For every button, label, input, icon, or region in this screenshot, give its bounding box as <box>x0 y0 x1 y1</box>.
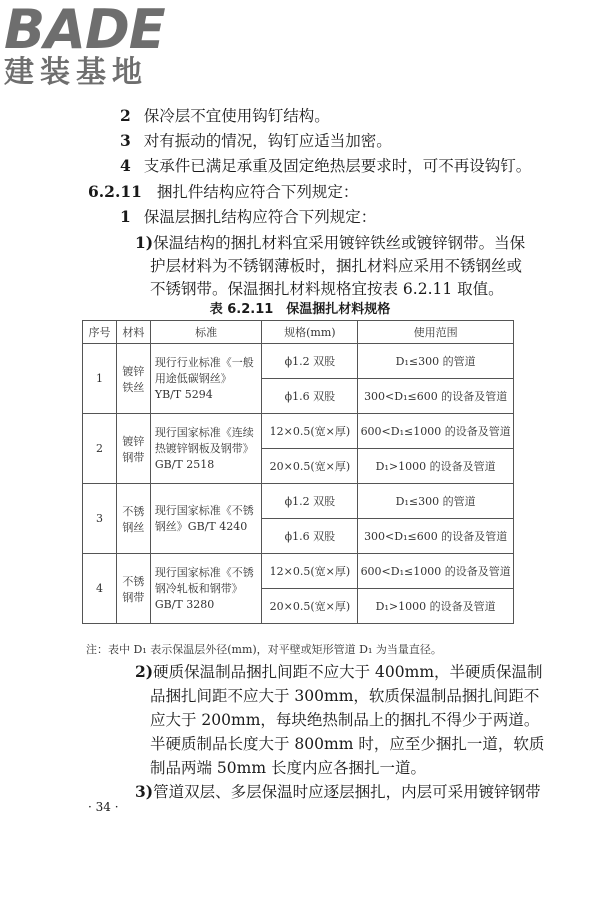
row-number: 3 <box>83 484 117 554</box>
table-row <box>83 554 514 589</box>
subitem-1-line: 1)保温结构的捆扎材料宜采用镀锌铁丝或镀锌钢带。当保 <box>135 233 526 252</box>
spec-cell: 12×0.5(宽×厚) <box>262 414 358 449</box>
standard-cell: 现行国家标准《不锈钢丝》GB/T 4240 <box>150 484 262 554</box>
spec-cell: ϕ1.6 双股 <box>262 519 358 554</box>
range-cell: D₁≤300 的管道 <box>358 484 514 519</box>
subitem-1-line: 护层材料为不锈钢薄板时，捆扎材料应采用不锈钢丝或 <box>150 257 523 275</box>
binding-material-table <box>82 320 514 624</box>
list-item: 1 保温层捆扎结构应符合下列规定： <box>120 207 377 226</box>
table-caption: 表 6.2.11 保温捆扎材料规格 <box>209 302 391 317</box>
header-cell: 序号 <box>83 321 117 344</box>
spec-cell: 12×0.5(宽×厚) <box>262 554 358 589</box>
standard-cell: 现行国家标准《不锈钢冷轧板和钢带》GB/T 3280 <box>150 554 262 624</box>
table-note: 注：表中 D₁ 表示保温层外径(mm)，对平壁或矩形管道 D₁ 为当量直径。 <box>86 643 442 656</box>
subitem-3-line: 3)管道双层、多层保温时应逐层捆扎，内层可采用镀锌钢带 <box>135 782 541 801</box>
table-header-row <box>83 321 514 344</box>
spec-cell: 20×0.5(宽×厚) <box>262 589 358 624</box>
subitem-2-line: 制品两端 50mm 长度内应各捆扎一道。 <box>150 759 426 777</box>
list-item: 2 保冷层不宜使用钩钉结构。 <box>120 106 330 125</box>
bade-logo <box>4 2 184 90</box>
subitem-2-line: 半硬质制品长度大于 800mm 时，应至少捆扎一道，软质 <box>150 735 545 753</box>
header-cell: 标准 <box>150 321 262 344</box>
table-row <box>83 414 514 449</box>
range-cell: 600<D₁≤1000 的设备及管道 <box>358 554 514 589</box>
range-cell: D₁>1000 的设备及管道 <box>358 589 514 624</box>
row-number: 2 <box>83 414 117 484</box>
page-number: · 34 · <box>88 800 119 814</box>
range-cell: D₁>1000 的设备及管道 <box>358 449 514 484</box>
logo-wordmark: BADE <box>4 0 165 61</box>
subitem-2-line: 2)硬质保温制品捆扎间距不应大于 400mm，半硬质保温制 <box>135 662 543 681</box>
header-cell: 使用范围 <box>358 321 514 344</box>
material-cell: 不锈钢带 <box>116 554 150 624</box>
spec-cell: 20×0.5(宽×厚) <box>262 449 358 484</box>
spec-cell: ϕ1.6 双股 <box>262 379 358 414</box>
standard-cell: 现行行业标准《一般用途低碳钢丝》YB/T 5294 <box>150 344 262 414</box>
material-cell: 镀锌钢带 <box>116 414 150 484</box>
logo-chinese-text: 建装基地 <box>4 55 148 90</box>
table-row <box>83 344 514 379</box>
spec-cell: ϕ1.2 双股 <box>262 484 358 519</box>
material-cell: 镀锌铁丝 <box>116 344 150 414</box>
spec-cell: ϕ1.2 双股 <box>262 344 358 379</box>
range-cell: D₁≤300 的管道 <box>358 344 514 379</box>
range-cell: 600<D₁≤1000 的设备及管道 <box>358 414 514 449</box>
table-row <box>83 484 514 519</box>
header-cell: 规格(mm) <box>262 321 358 344</box>
list-item: 3 对有振动的情况，钩钉应适当加密。 <box>120 131 392 150</box>
row-number: 1 <box>83 344 117 414</box>
material-cell: 不锈钢丝 <box>116 484 150 554</box>
header-cell: 材料 <box>116 321 150 344</box>
list-item: 4 支承件已满足承重及固定绝热层要求时，可不再设钩钉。 <box>120 156 532 175</box>
range-cell: 300<D₁≤600 的设备及管道 <box>358 519 514 554</box>
section-heading: 6.2.11 捆扎件结构应符合下列规定： <box>88 182 359 201</box>
row-number: 4 <box>83 554 117 624</box>
standard-cell: 现行国家标准《连续热镀锌钢板及钢带》GB/T 2518 <box>150 414 262 484</box>
subitem-1-line: 不锈钢带。保温捆扎材料规格宜按表 6.2.11 取值。 <box>150 280 504 298</box>
range-cell: 300<D₁≤600 的设备及管道 <box>358 379 514 414</box>
subitem-2-line: 品捆扎间距不应大于 300mm，软质保温制品捆扎间距不 <box>150 687 540 705</box>
subitem-2-line: 应大于 200mm，每块绝热制品上的捆扎不得少于两道。 <box>150 711 540 729</box>
